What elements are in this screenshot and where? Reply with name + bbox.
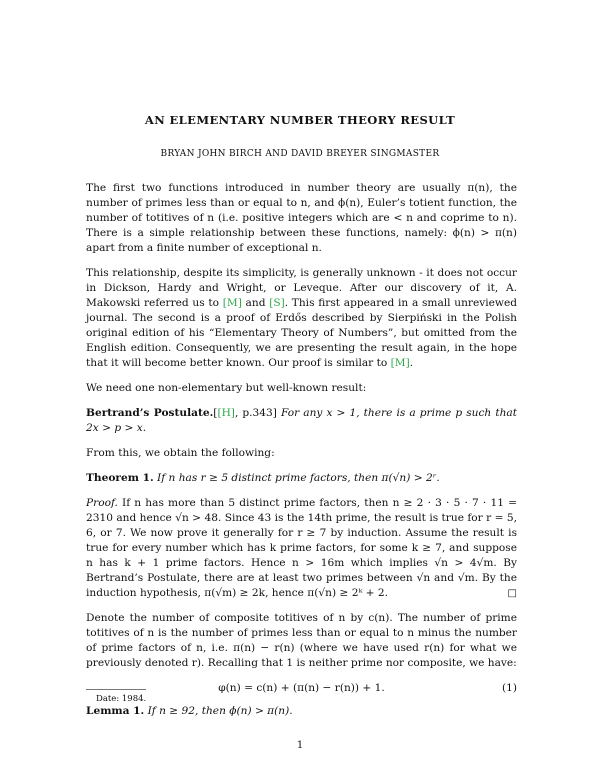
footnote-date: Date: 1984. [96, 694, 147, 704]
citation-m-link[interactable]: [M] [222, 297, 242, 309]
bertrand-ref-rest: , p.343] [234, 407, 277, 419]
theorem-statement: If n has r ≥ 5 distinct prime factors, then π(√n) > 2ʳ. [153, 472, 440, 484]
paper-body [86, 181, 517, 729]
proof-label: Proof. [86, 497, 118, 509]
paper-title: AN ELEMENTARY NUMBER THEORY RESULT [144, 113, 456, 127]
equation-number: (1) [501, 682, 517, 694]
need-paragraph: We need one non-elementary but well-known result: [86, 382, 367, 394]
proof-paragraph [86, 496, 517, 601]
intro-paragraph: The first two functions introduced in number theory are usually π(n), the number of primes less than or equal to n, and ϕ(n), Euler’s totient function, the number of totitives of n (i.e. positive integers which are < n and coprime to n). There is a simple relationship between these functions, namely: ϕ(n) > π(n) apart from a finite number of exceptional n. [86, 182, 517, 254]
page-number: 1 [296, 740, 304, 751]
history-text-b: . This first appeared in a small unreviewed journal. The second is a proof of Erdős described by Sierpiński in the Polish original edition of his “Elementary Theory of Numbers”, but omitted from the English edition. Consequently, we are presenting the result again, in the hope that it will become better known. Our proof is similar to [86, 297, 518, 369]
obtain-paragraph: From this, we obtain the following: [86, 447, 275, 459]
equation-1 [86, 681, 517, 696]
lemma-1 [86, 704, 517, 719]
proof-text: If n has more than 5 distinct prime factors, then n ≥ 2 · 3 · 5 · 7 · 11 = 2310 and hence √n > 48. Since 43 is the 14th prime, the result is true for r = 5, 6, or 7. We now prove it generally for r ≥ 7 by induction. Assume the result is true for every number which has k prime factors, for some k ≥ 7, and suppose n has k + 1 prime factors. Hence n > 16m which implies √n > 4√m. By Bertrand’s Postulate, there are at least two primes between √n and √m. By the induction hypothesis, π(√m) ≥ 2k, hence π(√n) ≥ 2ᵏ + 2. [86, 497, 517, 599]
history-text-c: . [409, 357, 414, 369]
bertrand-label: Bertrand’s Postulate. [86, 407, 214, 419]
equation-formula: φ(n) = c(n) + (π(n) − r(n)) + 1. [218, 682, 385, 694]
qed-icon: □ [507, 588, 517, 599]
citation-s-link[interactable]: [S] [269, 297, 285, 309]
citation-m-link-2[interactable]: [M] [390, 357, 410, 369]
history-text-and: and [241, 297, 270, 309]
bertrand-postulate [86, 406, 517, 436]
paper-authors: BRYAN JOHN BIRCH AND DAVID BREYER SINGMASTER [160, 149, 440, 159]
footnote-rule [86, 689, 146, 690]
theorem-1 [86, 471, 517, 486]
citation-h-link[interactable]: [H] [217, 407, 235, 419]
lemma-statement: If n ≥ 92, then ϕ(n) > π(n). [144, 705, 293, 717]
lemma-label: Lemma 1. [86, 705, 145, 717]
history-paragraph [86, 266, 517, 371]
theorem-label: Theorem 1. [86, 472, 154, 484]
composite-paragraph: Denote the number of composite totitives of n by c(n). The number of prime totitives of n is the number of primes less than or equal to n minus the number of prime factors of n, i.e. π(n) − r(n) (where we have used r(n) for what we previously denoted r). Recalling that 1 is neither prime nor composite, we have: [86, 612, 517, 669]
history-text-a: This relationship, despite its simplicity, is generally unknown - it does not occur in Dickson, Hardy and Wright, or Leveque. After our discovery of it, A. Makowski referred us to [86, 267, 517, 309]
bertrand-ref-open: [ [213, 407, 218, 419]
bertrand-statement: For any x > 1, there is a prime p such that 2x > p > x. [86, 407, 517, 434]
